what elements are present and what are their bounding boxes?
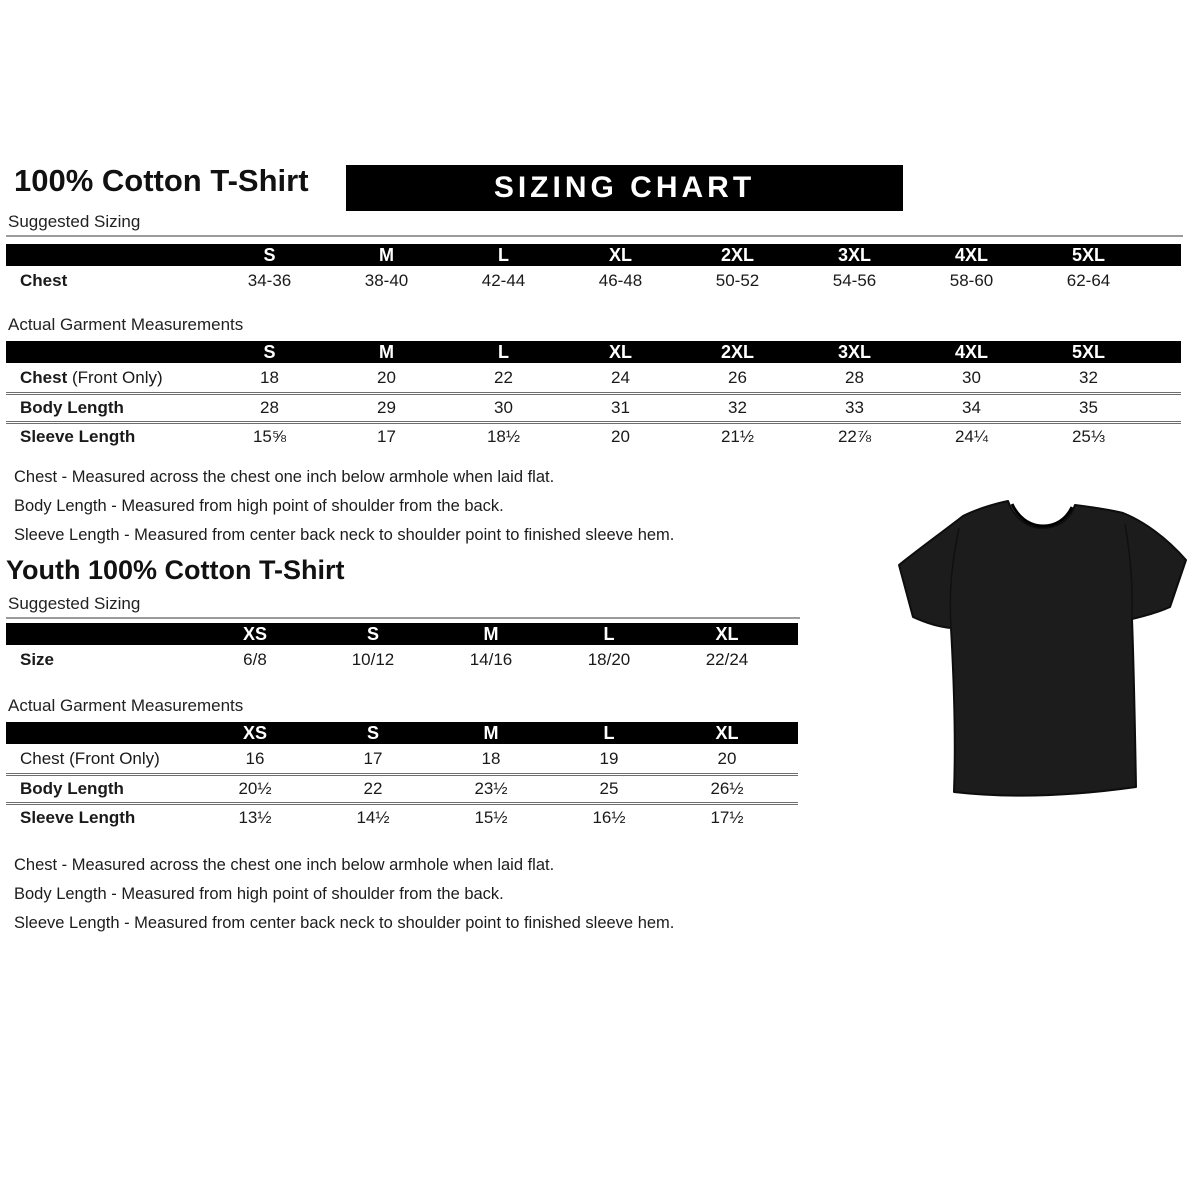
measurement-value: 16½	[592, 808, 626, 827]
measurement-value: 28	[845, 367, 864, 387]
measurement-value: 14½	[356, 808, 390, 827]
measurement-value: 30	[962, 367, 981, 387]
youth-measurement-notes	[14, 851, 1194, 938]
measurement-value: 19	[599, 748, 619, 768]
row-label	[6, 650, 196, 670]
measurement-value: 54-56	[832, 270, 877, 290]
table-row	[6, 645, 798, 674]
table-header-row	[6, 341, 1181, 363]
table-row	[6, 266, 1181, 295]
tshirt-body-shape	[899, 501, 1186, 796]
column-header: 4XL	[954, 245, 988, 265]
table-header-row	[6, 722, 798, 744]
measurement-value: 20	[377, 367, 396, 387]
row-label-text: Chest	[20, 748, 65, 768]
measurement-value: 50-52	[715, 270, 760, 290]
column-header: S	[263, 245, 276, 265]
measurement-value: 42-44	[481, 270, 526, 290]
measurement-value: 38-40	[364, 270, 409, 290]
column-header: M	[483, 624, 499, 644]
column-header: XL	[608, 245, 632, 265]
column-header: XL	[608, 342, 632, 362]
column-header: M	[379, 245, 394, 265]
column-header: XL	[715, 723, 739, 743]
row-label	[6, 271, 211, 291]
measurement-value: 23½	[474, 779, 508, 798]
measurement-value: 6/8	[243, 649, 267, 669]
measurement-value: 24¼	[954, 427, 989, 446]
measurement-note: Body Length - Measured from high point of shoulder from the back.	[14, 497, 504, 515]
row-label	[6, 779, 196, 799]
column-header: S	[263, 342, 276, 362]
measurement-note: Chest - Measured across the chest one inch below armhole when laid flat.	[14, 856, 555, 874]
column-header: 3XL	[837, 245, 871, 265]
measurement-value: 15½	[474, 808, 508, 827]
column-header: 2XL	[720, 342, 754, 362]
measurement-value: 16	[245, 748, 265, 768]
column-header: S	[366, 624, 379, 644]
measurement-value: 25	[599, 779, 619, 798]
column-header: XL	[715, 624, 739, 644]
measurement-value: 15⅝	[252, 427, 287, 446]
column-header: XS	[242, 624, 267, 644]
section-label-actual-measurements: Actual Garment Measurements	[8, 315, 244, 334]
column-header: 4XL	[954, 342, 988, 362]
column-header: L	[498, 245, 509, 265]
column-header: XS	[242, 723, 267, 743]
page-title: 100% Cotton T-Shirt	[14, 163, 309, 198]
measurement-value: 21½	[720, 427, 755, 446]
section-label-youth-suggested-sizing: Suggested Sizing	[6, 594, 800, 619]
tshirt-illustration	[893, 476, 1195, 820]
measurement-value: 10/12	[351, 649, 395, 669]
measurement-value: 32	[728, 398, 747, 417]
row-label-suffix: (Front Only)	[67, 367, 163, 387]
section-label-suggested-sizing: Suggested Sizing	[6, 212, 1183, 237]
row-label	[6, 808, 196, 828]
measurement-value: 28	[260, 398, 279, 417]
measurement-value: 18	[260, 367, 279, 387]
measurement-value: 18/20	[587, 649, 631, 669]
column-header: 5XL	[1071, 342, 1105, 362]
row-label-suffix: (Front Only)	[64, 748, 160, 768]
table-row	[6, 363, 1181, 392]
measurement-value: 17½	[710, 808, 744, 827]
row-label-text: Sleeve Length	[20, 808, 136, 827]
row-label-text: Chest	[20, 367, 68, 387]
row-label	[6, 749, 196, 769]
measurement-note: Sleeve Length - Measured from center back neck to shoulder point to finished sleeve hem.	[14, 914, 675, 932]
measurement-value: 18½	[486, 427, 521, 446]
column-header: L	[603, 723, 615, 743]
column-header: 2XL	[720, 245, 754, 265]
measurement-value: 35	[1079, 398, 1098, 417]
table-header-row	[6, 623, 798, 645]
measurement-value: 34	[962, 398, 981, 417]
measurement-value: 26	[728, 367, 747, 387]
measurement-value: 20½	[238, 779, 272, 798]
measurement-note: Body Length - Measured from high point of shoulder from the back.	[14, 885, 504, 903]
column-header: M	[379, 342, 394, 362]
black-tshirt-photo	[893, 476, 1195, 820]
column-header: 5XL	[1071, 245, 1105, 265]
measurement-value: 30	[494, 398, 513, 417]
youth-section-title: Youth 100% Cotton T-Shirt	[6, 555, 345, 585]
measurement-value: 22⅞	[837, 427, 872, 446]
measurement-note: Chest - Measured across the chest one inch below armhole when laid flat.	[14, 468, 555, 486]
measurement-value: 17	[363, 748, 383, 768]
measurement-value: 18	[481, 748, 501, 768]
measurement-value: 62-64	[1066, 270, 1111, 290]
measurement-value: 29	[377, 398, 396, 417]
measurement-value: 33	[845, 398, 864, 417]
measurement-value: 25⅓	[1071, 427, 1106, 446]
section-label-youth-actual-measurements: Actual Garment Measurements	[8, 696, 244, 715]
measurement-value: 46-48	[598, 270, 643, 290]
row-label-text: Chest	[20, 270, 68, 290]
column-header: M	[483, 723, 499, 743]
column-header: 3XL	[837, 342, 871, 362]
column-header: S	[366, 723, 379, 743]
adult-actual-measurements-table	[6, 341, 1194, 450]
measurement-value: 13½	[238, 808, 272, 827]
table-header-row	[6, 244, 1181, 266]
measurement-value: 32	[1079, 367, 1098, 387]
row-label-text: Body Length	[20, 779, 124, 798]
measurement-value: 24	[611, 367, 630, 387]
row-label-text: Sleeve Length	[20, 427, 136, 446]
table-row	[6, 392, 1181, 421]
row-label-text: Size	[20, 649, 55, 669]
sizing-chart-banner: SIZING CHART	[346, 165, 903, 211]
measurement-note: Sleeve Length - Measured from center back neck to shoulder point to finished sleeve hem.	[14, 526, 675, 544]
measurement-value: 22/24	[705, 649, 749, 669]
measurement-value: 22	[363, 779, 383, 798]
measurement-value: 34-36	[247, 270, 292, 290]
column-header: L	[603, 624, 615, 644]
column-header: L	[498, 342, 509, 362]
measurement-value: 17	[377, 427, 396, 446]
row-label-text: Body Length	[20, 398, 124, 417]
row-label	[6, 368, 211, 388]
measurement-value: 58-60	[949, 270, 994, 290]
row-label	[6, 398, 211, 418]
table-row	[6, 744, 798, 773]
row-label	[6, 427, 211, 447]
adult-suggested-sizing-table	[6, 244, 1194, 295]
measurement-value: 26½	[710, 779, 744, 798]
measurement-value: 14/16	[469, 649, 513, 669]
measurement-value: 22	[494, 367, 513, 387]
table-row	[6, 802, 798, 831]
table-row	[6, 421, 1181, 450]
measurement-value: 20	[611, 427, 630, 446]
table-row	[6, 773, 798, 802]
measurement-value: 31	[611, 398, 630, 417]
measurement-value: 20	[717, 748, 737, 768]
